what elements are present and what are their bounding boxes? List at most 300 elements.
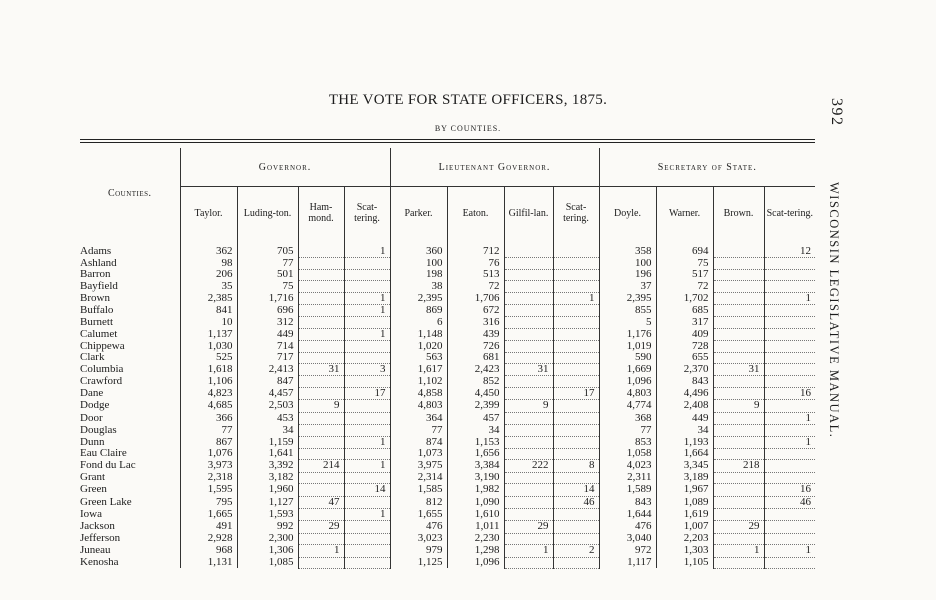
vote-cell xyxy=(553,448,599,459)
vote-cell: 29 xyxy=(298,521,344,533)
table-row xyxy=(80,376,815,387)
county-name: Door xyxy=(80,412,103,424)
table-row xyxy=(80,412,815,424)
vote-cell xyxy=(298,533,344,544)
vote-cell: 3,023 xyxy=(390,533,447,544)
vote-cell: 2,230 xyxy=(447,533,504,544)
vote-cell: 1,595 xyxy=(180,484,237,496)
table-row xyxy=(80,400,815,412)
vote-cell xyxy=(298,317,344,328)
vote-cell xyxy=(553,472,599,483)
vote-cell xyxy=(298,281,344,292)
vote-cell: 1,176 xyxy=(599,328,656,340)
vote-cell: 1 xyxy=(344,239,390,258)
vote-cell: 16 xyxy=(764,484,815,496)
vote-cell: 1 xyxy=(344,305,390,317)
vote-cell: 316 xyxy=(447,317,504,328)
vote-cell: 2,503 xyxy=(237,400,298,412)
vote-cell xyxy=(553,328,599,340)
vote-cell: 1 xyxy=(344,436,390,448)
vote-cell: 1,090 xyxy=(447,496,504,508)
vote-cell: 34 xyxy=(447,425,504,436)
vote-cell xyxy=(344,557,390,568)
vote-cell xyxy=(764,328,815,340)
vote-cell: 5 xyxy=(599,317,656,328)
vote-cell xyxy=(553,364,599,376)
vote-cell xyxy=(553,281,599,292)
vote-cell: 366 xyxy=(180,412,237,424)
vote-table xyxy=(80,148,815,569)
vote-cell: 1 xyxy=(344,292,390,304)
vote-cell: 843 xyxy=(656,376,713,387)
vote-cell xyxy=(504,258,553,269)
vote-cell: 2,408 xyxy=(656,400,713,412)
vote-cell: 1 xyxy=(713,545,764,557)
vote-cell: 696 xyxy=(237,305,298,317)
vote-cell: 1,125 xyxy=(390,557,447,568)
table-row xyxy=(80,292,815,304)
county-name: Kenosha xyxy=(80,557,119,569)
vote-cell: 563 xyxy=(390,352,447,363)
county-name: Jefferson xyxy=(80,533,121,545)
vote-cell xyxy=(713,258,764,269)
vote-cell: 449 xyxy=(237,328,298,340)
vote-cell xyxy=(764,269,815,280)
vote-cell: 1,610 xyxy=(447,508,504,520)
vote-cell: 4,858 xyxy=(390,387,447,399)
vote-cell: 4,457 xyxy=(237,387,298,399)
vote-cell: 1,159 xyxy=(237,436,298,448)
vote-cell: 517 xyxy=(656,269,713,280)
vote-cell xyxy=(713,508,764,520)
vote-cell xyxy=(553,269,599,280)
vote-cell: 855 xyxy=(599,305,656,317)
vote-cell: 3,182 xyxy=(237,472,298,483)
vote-cell: 4,803 xyxy=(390,400,447,412)
vote-cell: 717 xyxy=(237,352,298,363)
vote-cell: 38 xyxy=(390,281,447,292)
vote-cell xyxy=(713,352,764,363)
vote-cell: 46 xyxy=(764,496,815,508)
county-name: Fond du Lac xyxy=(80,459,136,472)
column-header: Scat-tering. xyxy=(553,187,599,240)
vote-cell xyxy=(553,533,599,544)
vote-cell xyxy=(298,269,344,280)
county-name: Eau Claire xyxy=(80,448,127,460)
vote-cell xyxy=(504,484,553,496)
vote-cell: 206 xyxy=(180,269,237,280)
vote-cell: 2,413 xyxy=(237,364,298,376)
vote-cell: 1,102 xyxy=(390,376,447,387)
column-header: Parker. xyxy=(390,187,447,240)
column-header: Ham-mond. xyxy=(298,187,344,240)
vote-cell: 72 xyxy=(447,281,504,292)
vote-cell: 10 xyxy=(180,317,237,328)
vote-cell: 4,023 xyxy=(599,460,656,472)
vote-cell: 812 xyxy=(390,496,447,508)
page-number: 392 xyxy=(828,98,845,127)
vote-cell: 1,011 xyxy=(447,521,504,533)
vote-cell xyxy=(344,545,390,557)
vote-cell: 2,314 xyxy=(390,472,447,483)
vote-cell xyxy=(713,292,764,304)
vote-cell xyxy=(764,508,815,520)
vote-cell: 34 xyxy=(237,425,298,436)
vote-cell: 1 xyxy=(764,292,815,304)
vote-cell xyxy=(298,341,344,352)
vote-cell: 1,148 xyxy=(390,328,447,340)
vote-cell: 8 xyxy=(553,460,599,472)
vote-cell: 1 xyxy=(553,292,599,304)
vote-cell xyxy=(504,281,553,292)
vote-cell: 457 xyxy=(447,412,504,424)
vote-cell: 1,073 xyxy=(390,448,447,459)
vote-rows xyxy=(80,239,815,568)
vote-cell xyxy=(553,376,599,387)
vote-cell: 14 xyxy=(553,484,599,496)
vote-cell: 47 xyxy=(298,496,344,508)
vote-cell xyxy=(504,376,553,387)
county-name: Calumet xyxy=(80,328,118,340)
vote-cell xyxy=(713,533,764,544)
table-row xyxy=(80,545,815,557)
vote-cell: 1,085 xyxy=(237,557,298,568)
vote-cell: 1,716 xyxy=(237,292,298,304)
county-name: Grant xyxy=(80,472,106,484)
vote-cell xyxy=(713,387,764,399)
vote-cell: 4,823 xyxy=(180,387,237,399)
vote-cell xyxy=(764,341,815,352)
vote-cell xyxy=(504,305,553,317)
vote-cell xyxy=(713,448,764,459)
vote-cell: 3 xyxy=(344,364,390,376)
vote-cell: 34 xyxy=(656,425,713,436)
vote-cell: 2,423 xyxy=(447,364,504,376)
vote-cell: 98 xyxy=(180,258,237,269)
vote-cell xyxy=(504,352,553,363)
county-name: Jackson xyxy=(80,520,115,533)
vote-cell xyxy=(344,448,390,459)
table-row xyxy=(80,239,815,258)
vote-cell: 17 xyxy=(553,387,599,399)
vote-cell xyxy=(298,484,344,496)
vote-cell: 1,706 xyxy=(447,292,504,304)
table-row xyxy=(80,352,815,363)
vote-cell xyxy=(298,305,344,317)
vote-cell: 9 xyxy=(298,400,344,412)
vote-cell xyxy=(764,258,815,269)
vote-cell: 1 xyxy=(298,545,344,557)
vote-cell: 1,589 xyxy=(599,484,656,496)
vote-cell xyxy=(764,533,815,544)
vote-cell: 1,593 xyxy=(237,508,298,520)
vote-cell xyxy=(298,258,344,269)
vote-cell: 35 xyxy=(180,281,237,292)
vote-cell: 3,973 xyxy=(180,460,237,472)
vote-cell xyxy=(298,387,344,399)
vote-cell xyxy=(344,400,390,412)
vote-cell: 714 xyxy=(237,341,298,352)
vote-cell xyxy=(713,269,764,280)
county-name: Iowa xyxy=(80,508,102,520)
county-name: Burnett xyxy=(80,316,113,328)
table-row xyxy=(80,521,815,533)
vote-cell: 3,190 xyxy=(447,472,504,483)
vote-cell: 681 xyxy=(447,352,504,363)
table-row xyxy=(80,387,815,399)
vote-cell xyxy=(553,400,599,412)
vote-cell: 712 xyxy=(447,239,504,258)
vote-cell: 1,641 xyxy=(237,448,298,459)
vote-cell xyxy=(553,521,599,533)
vote-cell: 1,117 xyxy=(599,557,656,568)
column-header: Doyle. xyxy=(599,187,656,240)
vote-cell: 46 xyxy=(553,496,599,508)
vote-cell xyxy=(553,317,599,328)
vote-cell xyxy=(344,425,390,436)
vote-cell xyxy=(344,533,390,544)
vote-cell xyxy=(344,472,390,483)
vote-cell xyxy=(553,239,599,258)
vote-cell: 1,153 xyxy=(447,436,504,448)
vote-cell: 439 xyxy=(447,328,504,340)
vote-cell: 1,020 xyxy=(390,341,447,352)
vote-cell xyxy=(764,400,815,412)
vote-cell: 1,618 xyxy=(180,364,237,376)
vote-cell: 972 xyxy=(599,545,656,557)
vote-cell: 1,665 xyxy=(180,508,237,520)
vote-cell: 31 xyxy=(504,364,553,376)
vote-cell: 501 xyxy=(237,269,298,280)
vote-cell xyxy=(553,341,599,352)
vote-cell: 75 xyxy=(237,281,298,292)
vote-cell: 4,774 xyxy=(599,400,656,412)
vote-cell: 852 xyxy=(447,376,504,387)
vote-cell: 491 xyxy=(180,521,237,533)
vote-cell xyxy=(713,496,764,508)
table-row xyxy=(80,448,815,459)
vote-cell: 453 xyxy=(237,412,298,424)
vote-cell xyxy=(504,508,553,520)
vote-cell xyxy=(298,425,344,436)
vote-cell: 2,203 xyxy=(656,533,713,544)
vote-cell xyxy=(553,557,599,568)
secretary-of-state-header: Secretary of State. xyxy=(599,148,815,187)
vote-cell xyxy=(504,436,553,448)
vote-cell: 1,076 xyxy=(180,448,237,459)
vote-cell: 218 xyxy=(713,460,764,472)
vote-cell: 17 xyxy=(344,387,390,399)
column-header: Taylor. xyxy=(180,187,237,240)
vote-cell: 1,655 xyxy=(390,508,447,520)
page-title: THE VOTE FOR STATE OFFICERS, 1875. xyxy=(328,92,608,108)
vote-cell: 1,096 xyxy=(447,557,504,568)
vote-cell xyxy=(764,352,815,363)
vote-cell: 3,384 xyxy=(447,460,504,472)
vote-cell xyxy=(713,425,764,436)
vote-cell: 198 xyxy=(390,269,447,280)
vote-cell: 1,058 xyxy=(599,448,656,459)
vote-cell: 1,669 xyxy=(599,364,656,376)
vote-cell xyxy=(298,448,344,459)
vote-cell xyxy=(504,269,553,280)
vote-cell: 1,193 xyxy=(656,436,713,448)
vote-cell xyxy=(504,425,553,436)
vote-cell xyxy=(553,412,599,424)
vote-cell xyxy=(713,317,764,328)
vote-cell xyxy=(713,412,764,424)
vote-cell: 728 xyxy=(656,341,713,352)
vote-cell: 1,019 xyxy=(599,341,656,352)
vote-cell xyxy=(298,508,344,520)
vote-cell: 3,345 xyxy=(656,460,713,472)
vote-cell: 513 xyxy=(447,269,504,280)
table-row xyxy=(80,364,815,376)
vote-cell: 4,496 xyxy=(656,387,713,399)
table-row xyxy=(80,317,815,328)
county-name: Columbia xyxy=(80,363,124,376)
vote-cell: 1,619 xyxy=(656,508,713,520)
county-name: Ashland xyxy=(80,257,117,269)
vote-cell: 841 xyxy=(180,305,237,317)
column-header: Eaton. xyxy=(447,187,504,240)
vote-cell xyxy=(764,448,815,459)
vote-cell: 874 xyxy=(390,436,447,448)
vote-cell: 968 xyxy=(180,545,237,557)
vote-cell xyxy=(504,412,553,424)
vote-cell xyxy=(764,281,815,292)
vote-cell xyxy=(553,436,599,448)
vote-cell xyxy=(764,425,815,436)
vote-cell xyxy=(504,387,553,399)
vote-cell xyxy=(713,484,764,496)
vote-cell xyxy=(344,412,390,424)
vote-cell xyxy=(504,533,553,544)
vote-cell: 196 xyxy=(599,269,656,280)
vote-cell: 72 xyxy=(656,281,713,292)
vote-cell: 685 xyxy=(656,305,713,317)
vote-cell: 358 xyxy=(599,239,656,258)
vote-cell xyxy=(344,521,390,533)
vote-cell: 1,089 xyxy=(656,496,713,508)
vote-cell: 1,656 xyxy=(447,448,504,459)
governor-header: Governor. xyxy=(180,148,390,187)
vote-cell xyxy=(504,328,553,340)
county-name: Chippewa xyxy=(80,340,125,352)
vote-cell: 100 xyxy=(390,258,447,269)
vote-cell: 590 xyxy=(599,352,656,363)
vote-cell: 1 xyxy=(504,545,553,557)
lieutenant-governor-header: Lieutenant Governor. xyxy=(390,148,599,187)
vote-cell: 1,585 xyxy=(390,484,447,496)
vote-cell: 1,644 xyxy=(599,508,656,520)
table-row xyxy=(80,281,815,292)
vote-cell xyxy=(553,258,599,269)
vote-cell xyxy=(713,328,764,340)
table-row xyxy=(80,496,815,508)
vote-cell: 1,303 xyxy=(656,545,713,557)
vote-cell xyxy=(344,352,390,363)
vote-cell: 795 xyxy=(180,496,237,508)
vote-cell: 694 xyxy=(656,239,713,258)
vote-cell xyxy=(298,328,344,340)
county-name: Bayfield xyxy=(80,280,118,292)
vote-cell: 449 xyxy=(656,412,713,424)
double-rule-top xyxy=(80,139,815,140)
vote-cell: 2,395 xyxy=(599,292,656,304)
vote-cell: 1,137 xyxy=(180,328,237,340)
vote-cell: 14 xyxy=(344,484,390,496)
vote-cell xyxy=(713,341,764,352)
vote-cell: 476 xyxy=(599,521,656,533)
vote-cell xyxy=(344,496,390,508)
county-name: Douglas xyxy=(80,424,117,436)
vote-cell xyxy=(298,376,344,387)
vote-cell xyxy=(553,352,599,363)
vote-cell xyxy=(298,239,344,258)
vote-cell: 37 xyxy=(599,281,656,292)
vote-cell xyxy=(764,521,815,533)
county-name: Brown xyxy=(80,292,110,304)
vote-cell: 1,702 xyxy=(656,292,713,304)
vote-cell: 362 xyxy=(180,239,237,258)
vote-cell: 1 xyxy=(344,460,390,472)
vote-cell xyxy=(553,305,599,317)
vote-cell: 1,664 xyxy=(656,448,713,459)
table-row xyxy=(80,328,815,340)
vote-cell: 3,040 xyxy=(599,533,656,544)
vote-cell xyxy=(713,376,764,387)
vote-cell: 1,030 xyxy=(180,341,237,352)
counties-header: Counties. xyxy=(107,188,152,199)
vote-cell: 3,975 xyxy=(390,460,447,472)
vote-cell: 12 xyxy=(764,239,815,258)
column-header: Luding-ton. xyxy=(237,187,298,240)
vote-cell: 9 xyxy=(713,400,764,412)
county-name: Dane xyxy=(80,387,104,399)
vote-cell: 214 xyxy=(298,460,344,472)
county-name: Adams xyxy=(80,245,112,258)
vote-cell: 77 xyxy=(237,258,298,269)
county-name: Crawford xyxy=(80,375,123,387)
vote-cell: 1,106 xyxy=(180,376,237,387)
vote-cell xyxy=(344,269,390,280)
vote-cell: 4,803 xyxy=(599,387,656,399)
vote-cell xyxy=(713,472,764,483)
vote-cell xyxy=(553,508,599,520)
vote-cell xyxy=(504,239,553,258)
vote-cell: 4,685 xyxy=(180,400,237,412)
vote-cell: 1,982 xyxy=(447,484,504,496)
vote-cell xyxy=(504,496,553,508)
vote-cell: 2,300 xyxy=(237,533,298,544)
vote-cell: 1 xyxy=(764,545,815,557)
vote-cell xyxy=(504,292,553,304)
vote-cell xyxy=(298,472,344,483)
vote-cell xyxy=(713,239,764,258)
table-row xyxy=(80,258,815,269)
vote-cell xyxy=(713,305,764,317)
vote-cell xyxy=(298,352,344,363)
table-row xyxy=(80,425,815,436)
vote-cell: 1,007 xyxy=(656,521,713,533)
table-row xyxy=(80,436,815,448)
vote-cell: 75 xyxy=(656,258,713,269)
vote-cell xyxy=(764,305,815,317)
vote-cell: 317 xyxy=(656,317,713,328)
vote-cell: 655 xyxy=(656,352,713,363)
vote-cell: 726 xyxy=(447,341,504,352)
